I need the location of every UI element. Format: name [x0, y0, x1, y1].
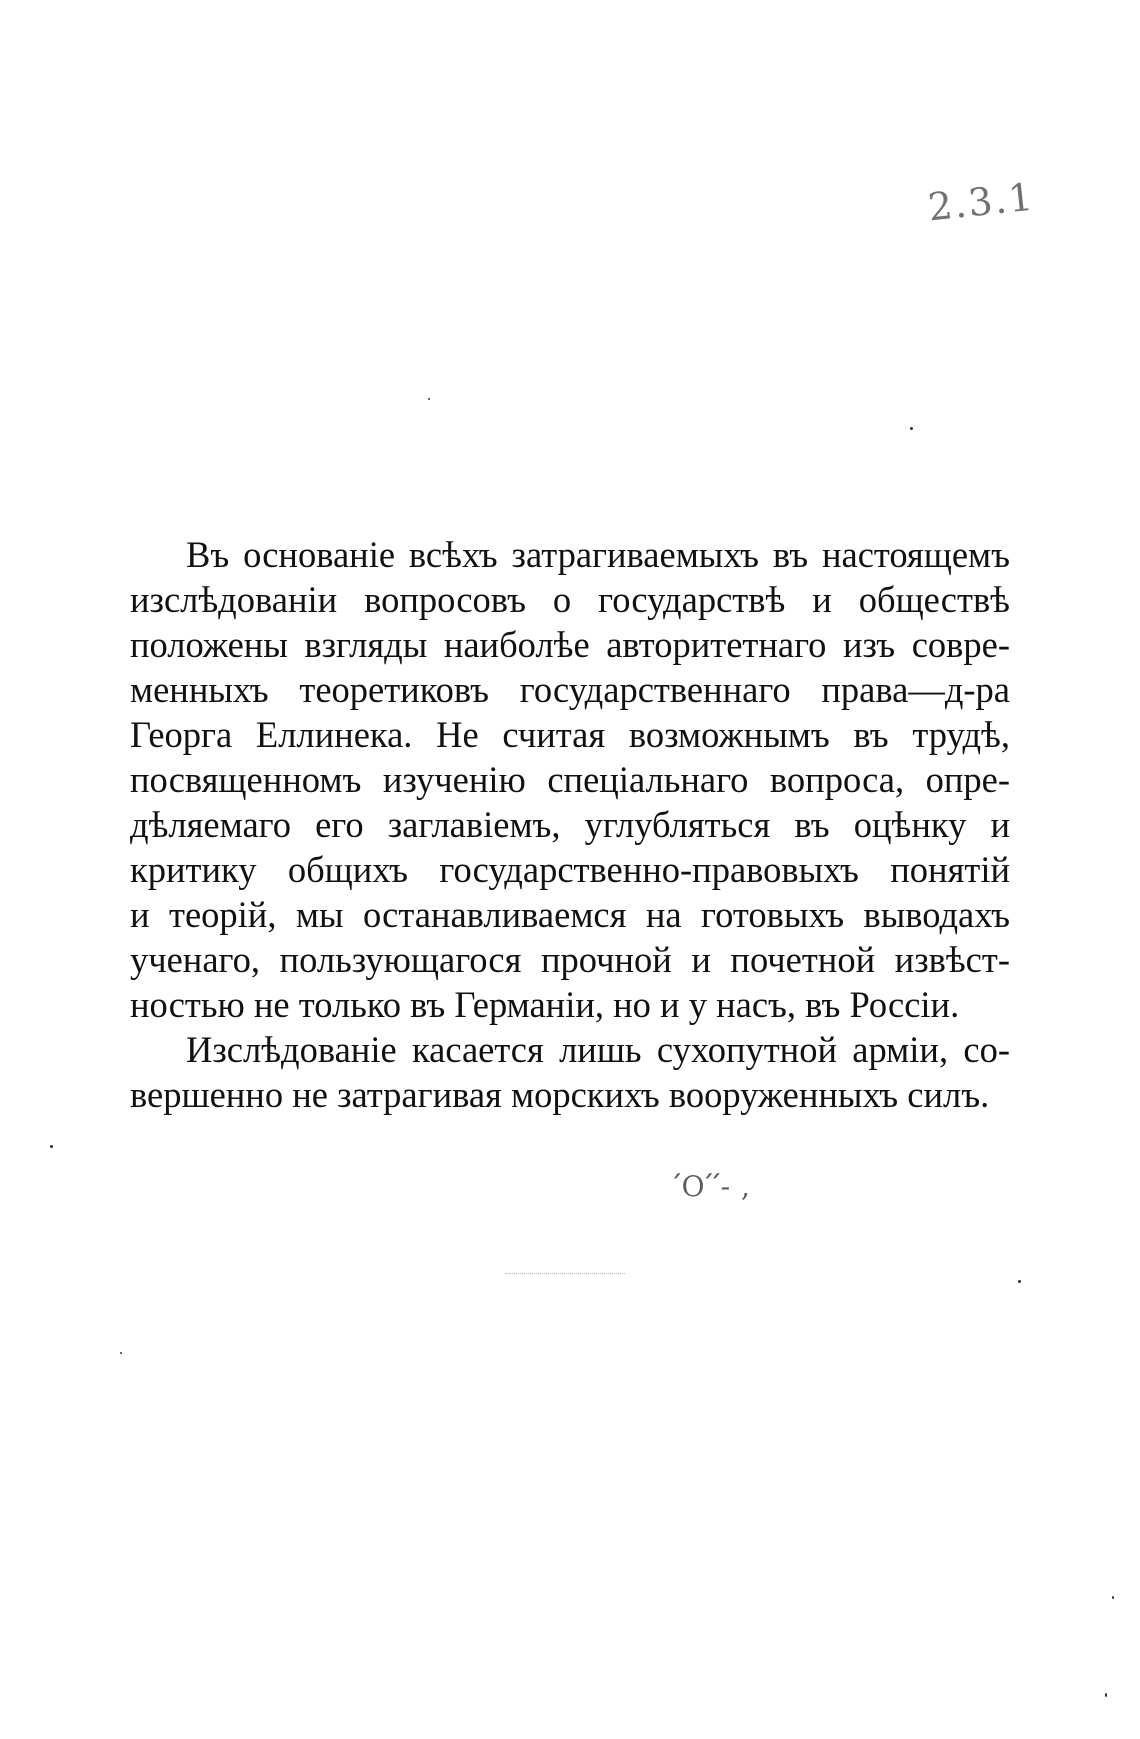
paper-speck: [50, 1145, 53, 1148]
text-line: Георга Еллинека. Не считая возможнымъ въ трудѣ,: [130, 714, 1010, 755]
text-line: критику общихъ государственно-правовыхъ понятій: [130, 849, 1010, 890]
text-line: изслѣдованіи вопросовъ о государствѣ и обществѣ: [130, 579, 1010, 620]
text-line: Въ основаніе всѣхъ затрагиваемыхъ въ настоящемъ: [186, 534, 1010, 575]
paragraph-1: [130, 532, 1010, 1027]
paragraph-2: [130, 1027, 1010, 1117]
handwritten-page-mark: 2.3.1: [925, 174, 1037, 230]
text-line: ностью не только въ Германіи, но и у насъ, въ Россіи.: [130, 984, 960, 1025]
paper-speck: [910, 427, 913, 430]
paper-speck: [120, 1352, 122, 1354]
text-line: вершенно не затрагивая морскихъ вооруженныхъ силъ.: [130, 1074, 990, 1115]
paper-speck: [1105, 1693, 1107, 1697]
paper-speck: [428, 398, 430, 400]
text-line: ученаго, пользующагося прочной и почетной извѣст-: [130, 939, 1010, 980]
body-text: [130, 532, 1010, 1117]
faded-stamp-mark: ՛Օ՛՛- ,: [674, 1170, 751, 1203]
text-line: дѣляемаго его заглавіемъ, углубляться въ оцѣнку и: [130, 804, 1010, 845]
text-line: Изслѣдованіе касается лишь сухопутной арміи, со-: [186, 1029, 1010, 1070]
text-line: положены взгляды наиболѣе авторитетнаго изъ совре-: [130, 624, 1010, 665]
text-line: посвященномъ изученію спеціальнаго вопроса, опре-: [130, 759, 1010, 800]
faint-dotted-mark: [505, 1273, 625, 1276]
text-line: и теорій, мы останавливаемся на готовыхъ выводахъ: [130, 894, 1010, 935]
text-line: менныхъ теоретиковъ государственнаго права—д-ра: [130, 669, 1010, 710]
paper-speck: [1018, 1280, 1021, 1283]
paper-speck: [1112, 1596, 1114, 1599]
